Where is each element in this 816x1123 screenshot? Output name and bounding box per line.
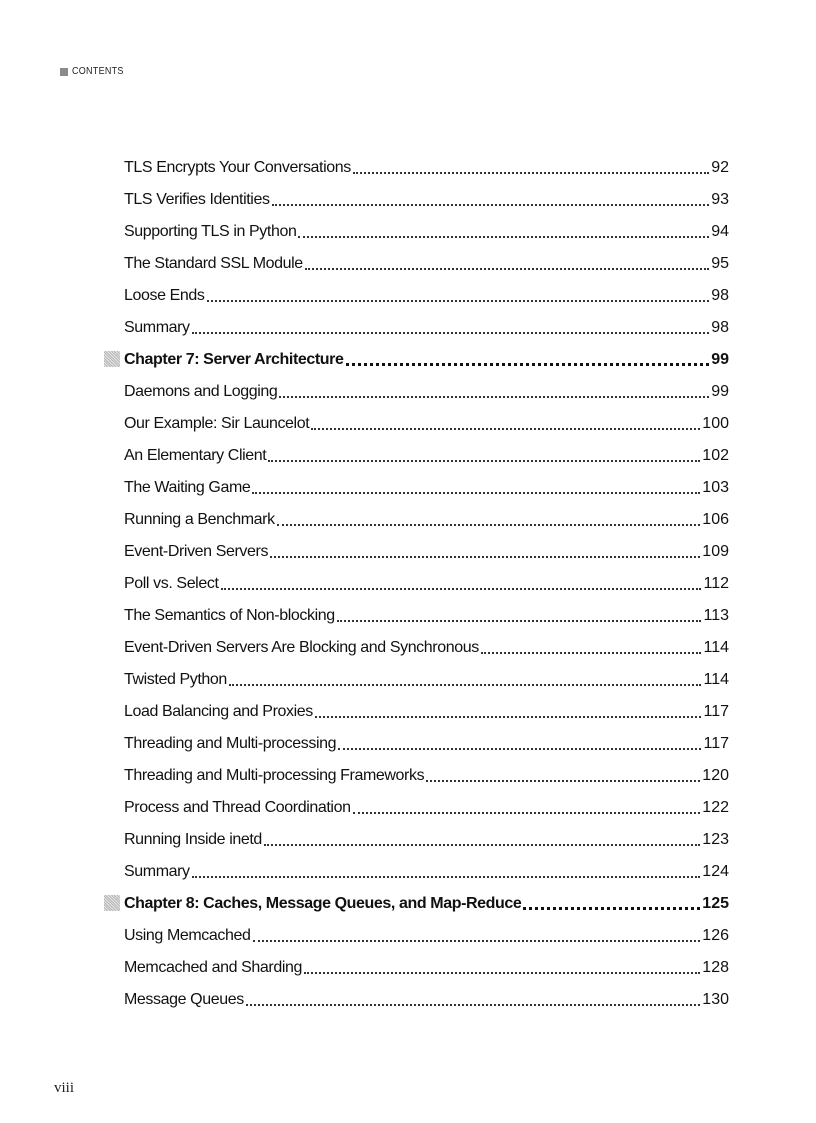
dot-leader bbox=[221, 574, 702, 594]
toc-entry-title: Threading and Multi-processing bbox=[124, 735, 337, 752]
toc-section-entry[interactable] bbox=[124, 434, 729, 466]
dot-leader bbox=[252, 478, 700, 498]
toc-entry-title: Summary bbox=[124, 319, 190, 336]
toc-section-entry[interactable] bbox=[124, 658, 729, 690]
toc-chapter-entry[interactable] bbox=[124, 338, 729, 370]
toc-section-entry[interactable] bbox=[124, 370, 729, 402]
toc-entry-page: 102 bbox=[702, 447, 729, 464]
toc-section-entry[interactable] bbox=[124, 498, 729, 530]
chapter-marker-icon bbox=[104, 351, 120, 367]
dot-leader bbox=[229, 670, 702, 690]
dot-leader bbox=[346, 350, 710, 370]
dot-leader bbox=[337, 606, 702, 626]
chapter-marker-icon bbox=[104, 895, 120, 911]
toc-entry-page: 106 bbox=[702, 511, 729, 528]
toc-entry-page: 124 bbox=[702, 863, 729, 880]
toc-section-entry[interactable] bbox=[124, 402, 729, 434]
toc-entry-page: 130 bbox=[702, 991, 729, 1008]
toc-entry-page: 94 bbox=[711, 223, 729, 240]
dot-leader bbox=[279, 382, 709, 402]
toc-entry-title: The Waiting Game bbox=[124, 479, 251, 496]
toc-entry-page: 128 bbox=[702, 959, 729, 976]
dot-leader bbox=[192, 318, 710, 338]
toc-entry-page: 99 bbox=[711, 351, 729, 368]
toc-entry-title: Chapter 8: Caches, Message Queues, and Map-Reduce bbox=[124, 895, 522, 912]
toc-entry-title: Using Memcached bbox=[124, 927, 251, 944]
toc-entry-page: 112 bbox=[703, 575, 729, 592]
running-header bbox=[60, 66, 129, 77]
toc-entry-page: 125 bbox=[702, 895, 729, 912]
toc-section-entry[interactable] bbox=[124, 306, 729, 338]
dot-leader bbox=[277, 510, 701, 530]
toc-entry-page: 117 bbox=[703, 735, 729, 752]
dot-leader bbox=[192, 862, 701, 882]
toc-entry-page: 123 bbox=[702, 831, 729, 848]
toc-chapter-entry[interactable] bbox=[124, 882, 729, 914]
running-header-label: CONTENTS bbox=[72, 66, 124, 77]
toc-entry-page: 113 bbox=[703, 607, 729, 624]
toc-section-entry[interactable] bbox=[124, 786, 729, 818]
toc-entry-title: Summary bbox=[124, 863, 190, 880]
toc-entry-page: 120 bbox=[702, 767, 729, 784]
toc-section-entry[interactable] bbox=[124, 466, 729, 498]
dot-leader bbox=[304, 958, 700, 978]
toc-section-entry[interactable] bbox=[124, 754, 729, 786]
dot-leader bbox=[315, 702, 702, 722]
toc-section-entry[interactable] bbox=[124, 274, 729, 306]
toc-entry-page: 109 bbox=[702, 543, 729, 560]
toc-section-entry[interactable] bbox=[124, 594, 729, 626]
toc-section-entry[interactable] bbox=[124, 562, 729, 594]
dot-leader bbox=[272, 190, 710, 210]
dot-leader bbox=[253, 926, 701, 946]
toc-entry-title: Daemons and Logging bbox=[124, 383, 278, 400]
toc-entry-page: 98 bbox=[711, 287, 729, 304]
dot-leader bbox=[481, 638, 702, 658]
toc-entry-title: Event-Driven Servers bbox=[124, 543, 269, 560]
toc-section-entry[interactable] bbox=[124, 530, 729, 562]
toc-entry-page: 114 bbox=[703, 671, 729, 688]
toc-entry-title: Running a Benchmark bbox=[124, 511, 275, 528]
toc-section-entry[interactable] bbox=[124, 210, 729, 242]
toc-entry-title: Supporting TLS in Python bbox=[124, 223, 297, 240]
dot-leader bbox=[264, 830, 700, 850]
toc-section-entry[interactable] bbox=[124, 146, 729, 178]
toc-entry-page: 99 bbox=[711, 383, 729, 400]
toc-entry-page: 93 bbox=[711, 191, 729, 208]
toc-entry-title: Memcached and Sharding bbox=[124, 959, 302, 976]
dot-leader bbox=[426, 766, 700, 786]
toc-entry-title: Threading and Multi-processing Frameworks bbox=[124, 767, 425, 784]
toc-section-entry[interactable] bbox=[124, 818, 729, 850]
toc-section-entry[interactable] bbox=[124, 690, 729, 722]
header-square-icon bbox=[60, 68, 68, 76]
toc-entry-title: TLS Verifies Identities bbox=[124, 191, 270, 208]
dot-leader bbox=[246, 990, 700, 1010]
toc-entry-title: Load Balancing and Proxies bbox=[124, 703, 313, 720]
dot-leader bbox=[523, 894, 700, 914]
toc-entry-title: Process and Thread Coordination bbox=[124, 799, 351, 816]
dot-leader bbox=[298, 222, 709, 242]
toc-entry-title: The Standard SSL Module bbox=[124, 255, 303, 272]
toc-entry-page: 100 bbox=[702, 415, 729, 432]
toc-entry-title: Poll vs. Select bbox=[124, 575, 219, 592]
toc-entry-title: Our Example: Sir Launcelot bbox=[124, 415, 310, 432]
dot-leader bbox=[270, 542, 700, 562]
toc-entry-page: 114 bbox=[703, 639, 729, 656]
toc-section-entry[interactable] bbox=[124, 850, 729, 882]
toc-entry-title: Loose Ends bbox=[124, 287, 205, 304]
toc-entry-page: 122 bbox=[702, 799, 729, 816]
toc-entry-title: The Semantics of Non-blocking bbox=[124, 607, 335, 624]
dot-leader bbox=[207, 286, 710, 306]
toc-entry-title: Running Inside inetd bbox=[124, 831, 262, 848]
toc-section-entry[interactable] bbox=[124, 914, 729, 946]
page-number: viii bbox=[54, 1080, 75, 1096]
toc-section-entry[interactable] bbox=[124, 978, 729, 1010]
dot-leader bbox=[268, 446, 700, 466]
toc-entry-title: Twisted Python bbox=[124, 671, 227, 688]
toc-entry-page: 98 bbox=[711, 319, 729, 336]
toc-section-entry[interactable] bbox=[124, 946, 729, 978]
dot-leader bbox=[353, 158, 709, 178]
toc-entry-page: 117 bbox=[703, 703, 729, 720]
dot-leader bbox=[305, 254, 709, 274]
toc-section-entry[interactable] bbox=[124, 242, 729, 274]
toc-entry-page: 103 bbox=[702, 479, 729, 496]
toc-section-entry[interactable] bbox=[124, 178, 729, 210]
toc-section-entry[interactable] bbox=[124, 626, 729, 658]
dot-leader bbox=[338, 734, 701, 754]
toc-section-entry[interactable] bbox=[124, 722, 729, 754]
toc-entry-title: Event-Driven Servers Are Blocking and Synchronous bbox=[124, 639, 479, 656]
toc-entry-title: An Elementary Client bbox=[124, 447, 267, 464]
toc-entry-title: TLS Encrypts Your Conversations bbox=[124, 159, 351, 176]
dot-leader bbox=[311, 414, 700, 434]
toc-entry-page: 92 bbox=[711, 159, 729, 176]
toc-entry-title: Message Queues bbox=[124, 991, 244, 1008]
toc-entry-page: 95 bbox=[711, 255, 729, 272]
toc-entry-title: Chapter 7: Server Architecture bbox=[124, 351, 344, 368]
dot-leader bbox=[353, 798, 701, 818]
toc-entry-page: 126 bbox=[702, 927, 729, 944]
